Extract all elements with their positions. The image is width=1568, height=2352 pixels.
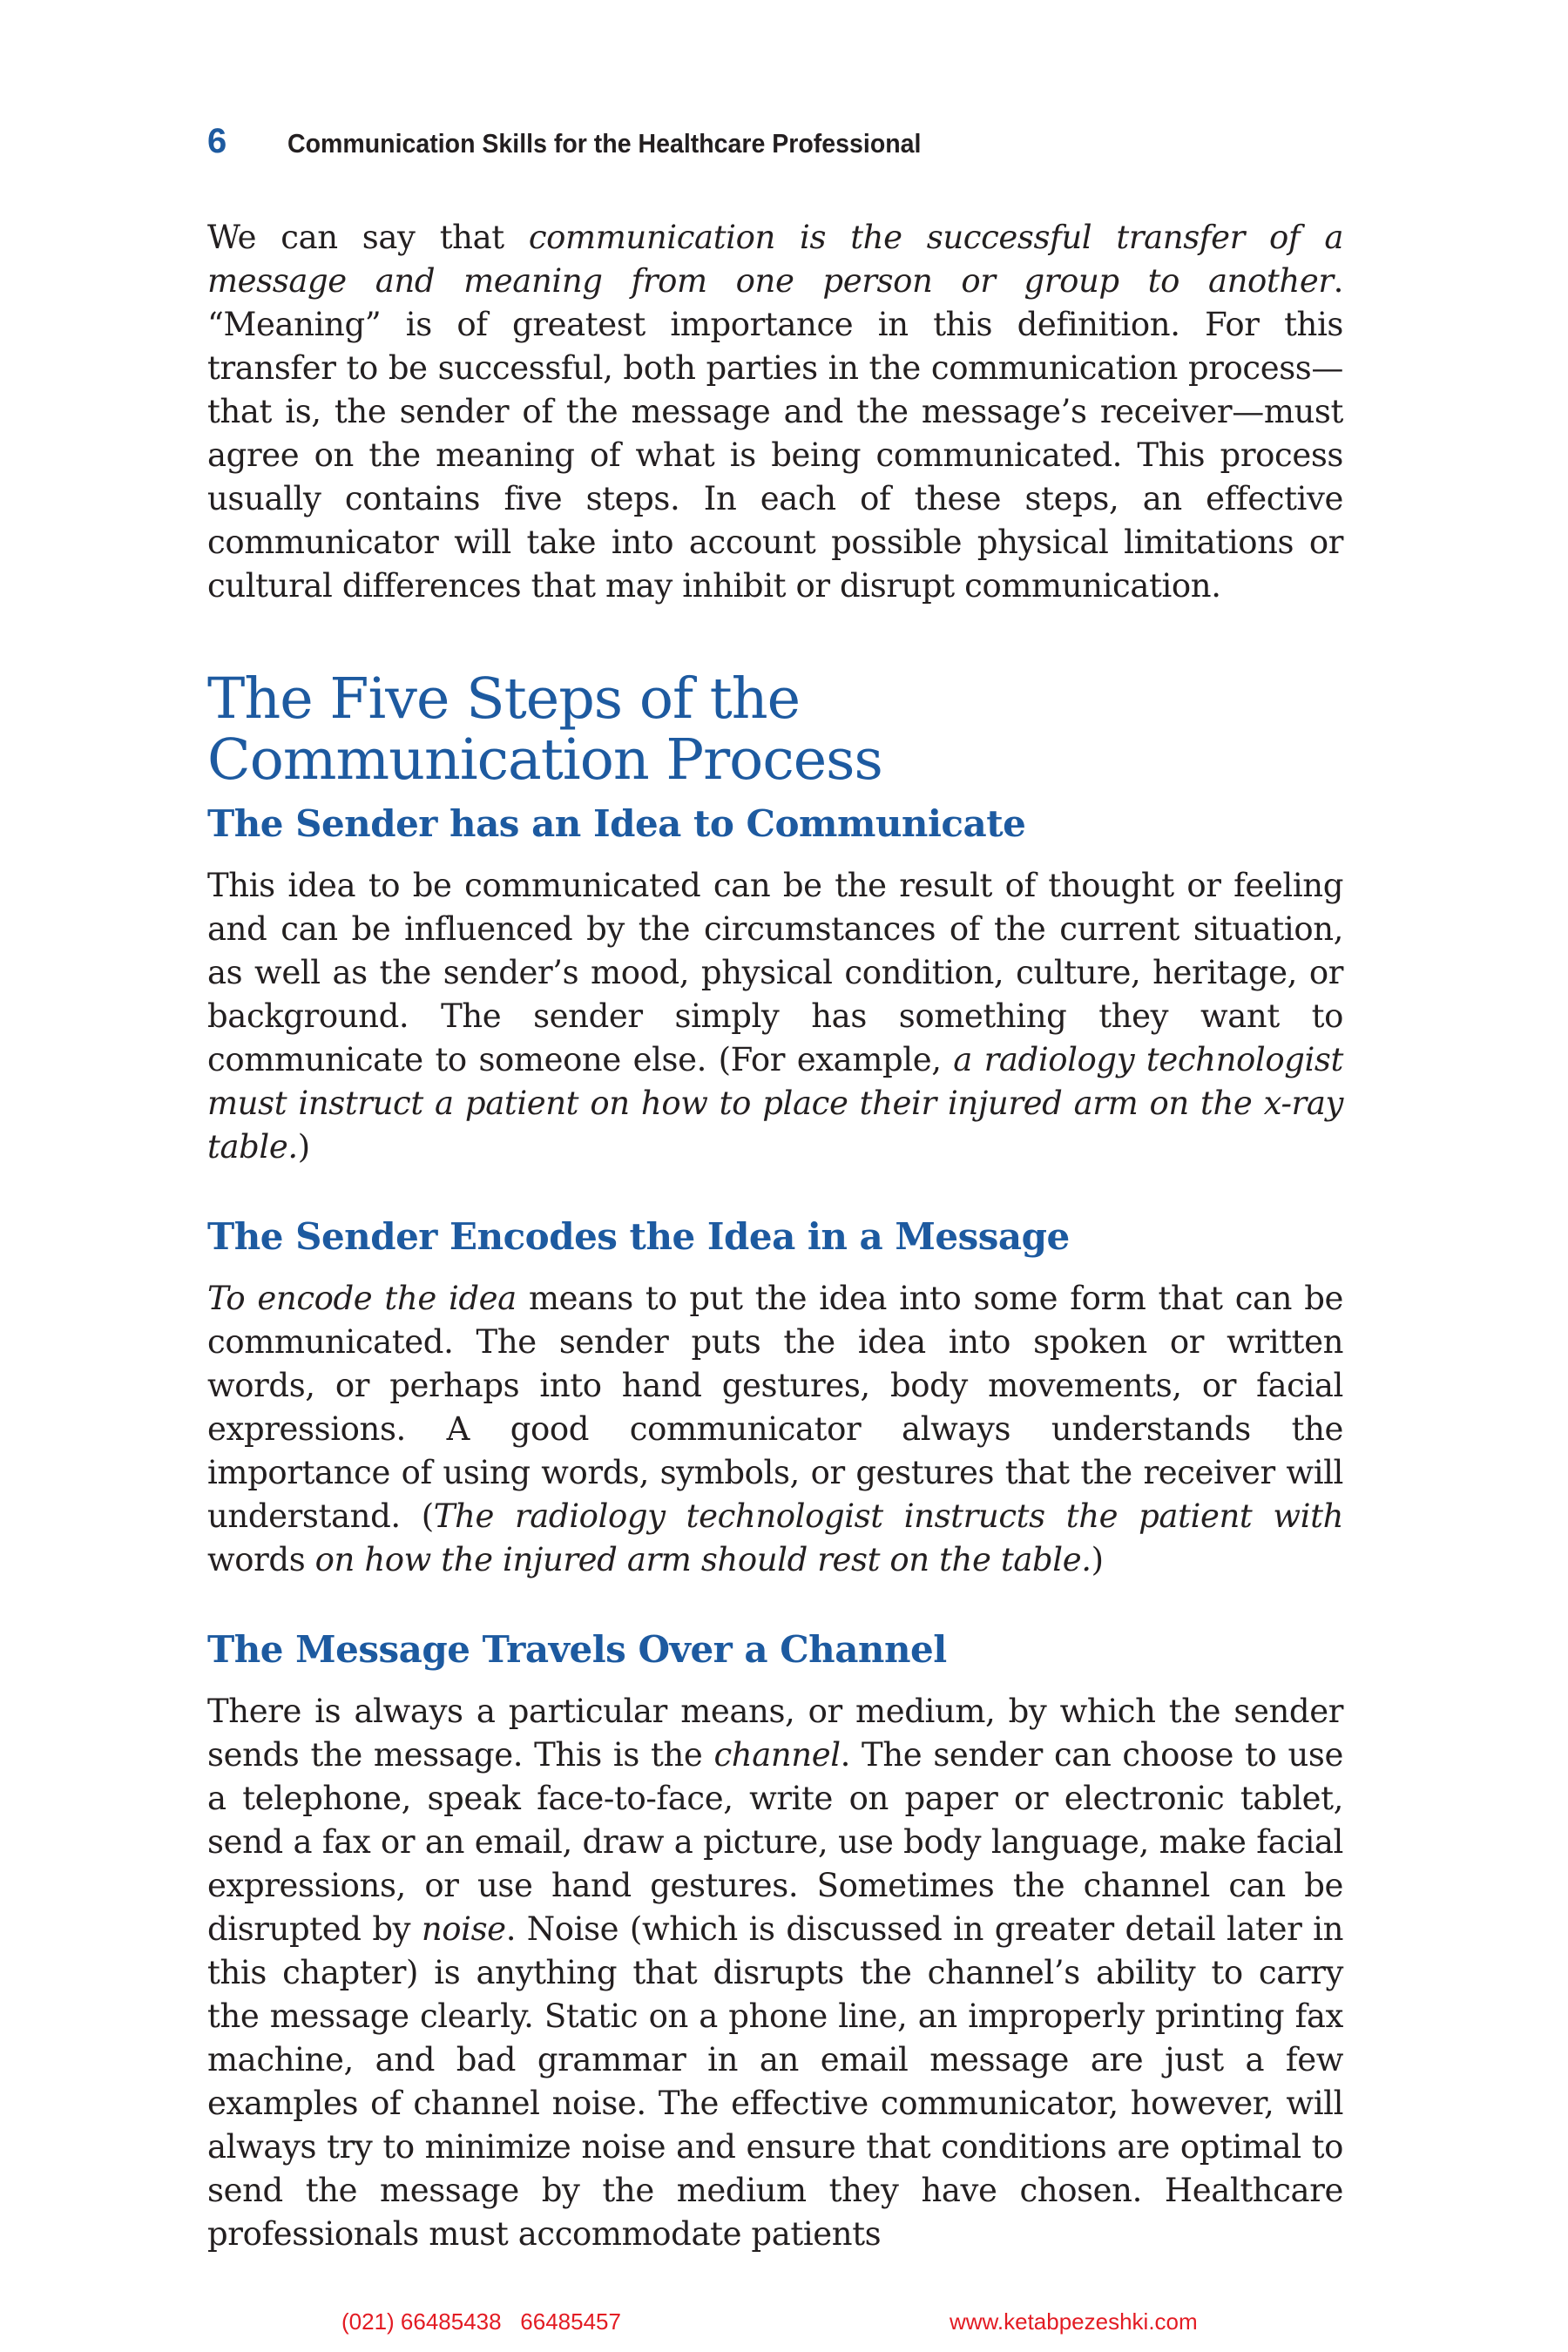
section-title-line2: Communication Process [207,727,882,793]
intro-paragraph [207,216,1343,608]
step1-heading: The Sender has an Idea to Communicate [207,802,1026,845]
step2-text-b: words [207,1541,315,1578]
step3-text-a: There is always a particular means, or medium, by which the sender sends the message. This is the [207,1693,1343,1774]
step1-example: a radiology technologist must instruct a patient on how to place their injured arm on the x-ray table. [207,1041,1343,1166]
step2-heading: The Sender Encodes the Idea in a Message [207,1215,1070,1258]
step1-text-a: This idea to be communicated can be the result of thought or feeling and can be influenced by the circumstances of the current situation, as well as the sender’s mood, physical condition, culture, heritage, or background. The sender simply has something they want to communicate to someone else. (For example, [207,867,1343,1078]
intro-text-b: . “Meaning” is of greatest importance in this definition. For this transfer to be successful, both parties in the communication process—that is, the sender of the message and the message’s receiver—must agree on the meaning of what is being communicated. This process usually contains five steps. In each of these steps, an effective communicator will take into account possible physical limitations or cultural differences that may inhibit or disrupt communication. [207,262,1343,605]
footer-phone: (021) 66485438 66485457 [341,2308,621,2335]
definition-text: communication is the successful transfer of a message and meaning from one person or group to another [207,219,1343,300]
step3-paragraph [207,1690,1343,2256]
section-title [207,666,1343,793]
step2-em3: on how the injured arm should rest on the table. [314,1541,1092,1578]
step2-em2: The radiology technologist instructs the patient with [433,1497,1343,1535]
step2-em1: To encode the idea [207,1280,517,1317]
step2-paragraph [207,1277,1343,1582]
page-header [207,122,977,161]
step3-em1: channel [713,1736,841,1774]
step1-text-b: ) [297,1128,310,1166]
step1-paragraph [207,864,1343,1169]
step3-heading: The Message Travels Over a Channel [207,1628,947,1671]
intro-text-a: We can say that [207,219,529,256]
step2-text-c: ) [1091,1541,1104,1578]
page-content [207,216,1343,2256]
step3-text-c: . Noise (which is discussed in greater detail later in this chapter) is anything that disrupts the channel’s ability to carry the message clearly. Static on a phone line, an improperly printing fax machine, and bad grammar in an email message are just a few examples of channel noise. The effective communicator, however, will always try to minimize noise and ensure that conditions are optimal to send the message by the medium they have chosen. Healthcare professionals must accommodate patients [207,1910,1343,2253]
section-title-line1: The Five Steps of the [207,666,801,732]
step3-text-b: . The sender can choose to use a telephone, speak face-to-face, write on paper or electronic tablet, send a fax or an email, draw a picture, use body language, make facial expressions, or use hand gestures. Sometimes the channel can be disrupted by [207,1736,1343,1948]
step2-text-a: means to put the idea into some form that can be communicated. The sender puts the idea into spoken or written words, or perhaps into hand gestures, body movements, or facial expressions. A good communicator always understands the importance of using words, symbols, or gestures that the receiver will understand. ( [207,1280,1344,1535]
page-number: 6 [207,122,227,160]
footer-website[interactable]: www.ketabpezeshki.com [950,2308,1198,2335]
step3-em2: noise [421,1910,506,1948]
running-title: Communication Skills for the Healthcare Professional [287,128,922,159]
